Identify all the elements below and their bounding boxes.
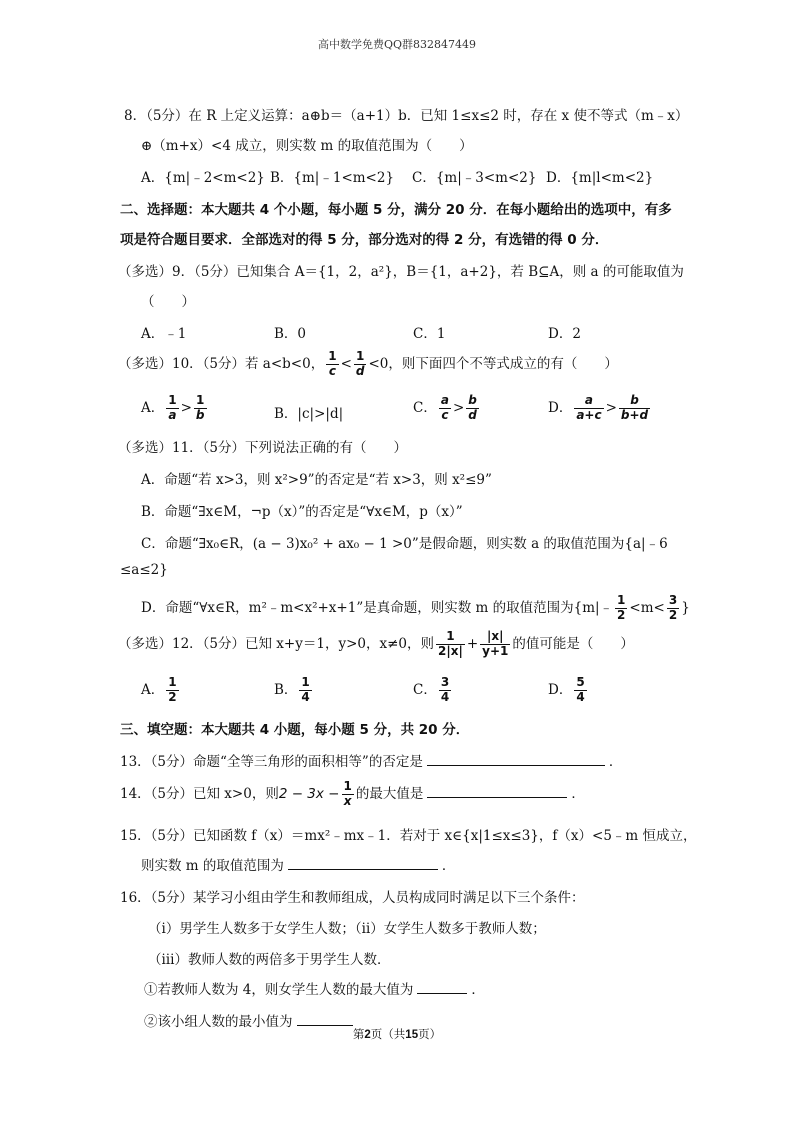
q11-option-c-line2: ≤a≤2} [120,562,168,578]
q8-stem-line2: ⊕（m+x）<4 成立，则实数 m 的取值范围为（ ） [141,138,473,154]
q16-condition-3: （ⅲ）教师人数的两倍多于男学生人数． [148,952,391,968]
q11-option-c-line1: C．命题“∃x₀∈R，(a − 3)x₀² + ax₀ − 1 >0”是假命题，则实数 a 的取值范围为{a|﹣6 [141,536,668,552]
q10-stem [118,350,618,379]
q12-option-d: D． $\frac{5}{4}$ [548,675,585,704]
q13-stem: 13．（5分）命题“全等三角形的面积相等”的否定是 ． [120,754,623,770]
q10-fraction-2: $\frac{1}{d}$ [355,349,365,378]
q15-answer-blank [288,868,438,870]
q16-1-answer-blank [417,992,467,994]
q9-stem: （多选）9．（5分）已知集合 A＝{1，2，a²}，B＝{1，a+2}，若 B⊆A，则 a 的可能取值为 [118,264,684,280]
q8-option-c: C．{m|﹣3<m<2} [412,170,537,186]
q9-paren: （ ） [141,294,195,310]
q16-condition-1-2: （ⅰ）男学生人数多于女学生人数；（ⅱ）女学生人数多于教师人数； [148,921,546,937]
q12-option-b: B． $\frac{1}{4}$ [274,675,310,704]
q8-stem-line1: 8．（5分）在 R 上定义运算：a⊕b＝（a+1）b．已知 1≤x≤2 时，存在 x 使不等式（m﹣x） [124,108,689,124]
q14-answer-blank [427,796,567,798]
q12-option-c: C． $\frac{3}{4}$ [413,675,450,704]
q13-answer-blank [427,764,605,766]
q15-stem-line1: 15．（5分）已知函数 f（x）＝mx²﹣mx﹣1．若对于 x∈{x|1≤x≤3}，f（x）<5﹣m 恒成立， [120,828,697,844]
q11-stem: （多选）11．（5分）下列说法正确的有（ ） [118,440,408,456]
section-2-heading-line1: 二、选择题：本大题共 4 个小题，每小题 5 分，满分 20 分．在每小题给出的选项中，有多 [120,202,672,218]
q9-option-c: C．1 [413,326,446,342]
q10-lt: < [340,355,352,372]
q16-stem: 16．（5分）某学习小组由学生和教师组成，人员构成同时满足以下三个条件： [120,890,585,906]
q10-fraction-1: $\frac{1}{c}$ [328,349,337,378]
page-header: 高中数学免费QQ群832847449 [317,38,477,51]
q11-option-b: B．命题“∃x∈M，¬p（x）”的否定是“∀x∈M，p（x）” [141,504,463,520]
section-2-heading-line2: 项是符合题目要求．全部选对的得 5 分，部分选对的得 2 分，有选错的得 0 分． [120,232,609,248]
q16-subquestion-2: ②该小组人数的最小值为 [144,1010,357,1030]
q10-option-a: A． $\frac{1}{a}$ > $\frac{1}{b}$ [141,393,205,422]
q12-option-a: A． $\frac{1}{2}$ [141,675,177,704]
page-footer: 第2页（共15页） [352,1027,442,1041]
section-3-heading: 三、填空题：本大题共 4 小题，每小题 5 分，共 20 分． [120,722,470,738]
q15-stem-line2: 则实数 m 的取值范围为 ． [141,858,456,874]
q11-option-d: D．命题“∀x∈R，m²﹣m<x²+x+1”是真命题，则实数 m 的取值范围为{m|﹣ $\frac{1}{2}$ <m< $\frac{3}{2}$ } [141,593,690,622]
q8-option-d: D．{m|l<m<2} [546,170,654,186]
q14-stem: 14．（5分）已知 x>0，则2 − 3x − $\frac{1}{x}$ 的最大值是 ． [120,779,585,808]
q11-option-a: A．命题“若 x>3，则 x²>9”的否定是“若 x>3，则 x²≤9” [141,472,492,488]
q9-option-d: D．2 [548,326,581,342]
q10-option-c: C． $\frac{a}{c}$ > $\frac{b}{d}$ [413,393,477,422]
q10-stem-pre: （多选）10．（5分）若 a<b<0， [118,355,325,372]
q9-option-b: B．0 [274,326,307,342]
q10-option-b: B．|c|>|d| [274,406,344,422]
q9-option-a: A．﹣1 [141,326,187,342]
q8-option-b: B．{m|﹣1<m<2} [270,170,395,186]
q16-subquestion-1: ①若教师人数为 4，则女学生人数的最大值为 ． [144,982,485,998]
q12-stem: （多选）12．（5分）已知 x+y＝1，y>0，x≠0，则 $\frac{1}{2|x|}$ + $\frac{|x|}{y+1}$ 的值可能是（ ） [118,629,634,658]
q10-stem-post: <0，则下面四个不等式成立的有（ ） [368,355,618,372]
q8-option-a: A．{m|﹣2<m<2} [141,170,265,186]
q10-option-d: D． $\frac{a}{a+c}$ > $\frac{b}{b+d}$ [548,393,649,422]
